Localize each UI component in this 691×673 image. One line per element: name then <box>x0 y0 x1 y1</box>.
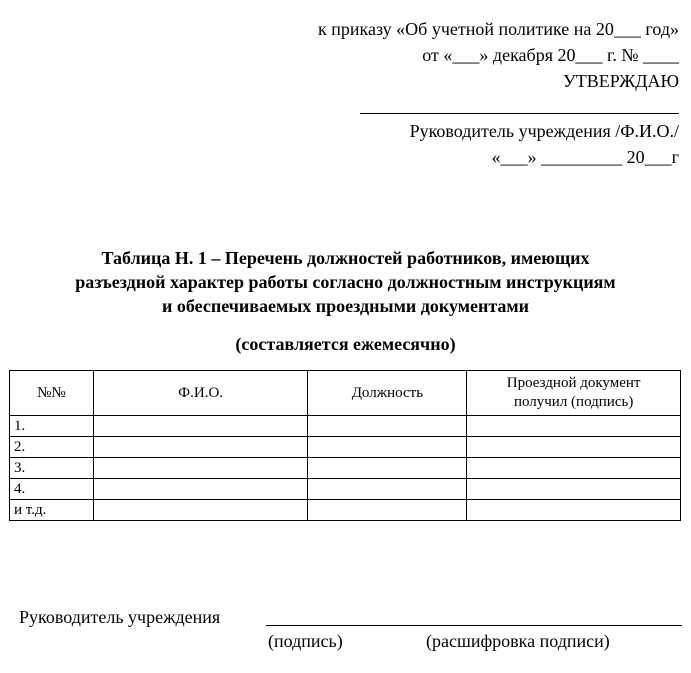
row-ticket-cell <box>467 479 681 500</box>
table-row <box>10 416 681 437</box>
row-position-cell <box>308 437 467 458</box>
header-position: Должность <box>308 371 467 416</box>
table-row <box>10 479 681 500</box>
row-position-cell <box>308 416 467 437</box>
header-number: №№ <box>10 371 94 416</box>
signer-label: Руководитель учреждения <box>19 607 221 627</box>
approve-heading: УТВЕРЖДАЮ <box>562 71 679 91</box>
row-position-cell <box>308 500 467 521</box>
row-fio-cell <box>93 500 308 521</box>
table-title-line-2: разъездной характер работы согласно должностным инструкциям <box>75 272 616 292</box>
table-row <box>10 437 681 458</box>
order-date: от «___» декабря 20___ г. № ____ <box>422 45 679 65</box>
row-number: 3. <box>10 458 94 479</box>
row-fio-cell <box>93 437 308 458</box>
order-reference: к приказу «Об учетной политике на 20___ год» <box>317 19 679 39</box>
row-ticket-cell <box>467 458 681 479</box>
signature-line <box>266 625 682 626</box>
row-position-cell <box>308 479 467 500</box>
approver-position: Руководитель учреждения /Ф.И.О./ <box>409 121 679 141</box>
row-ticket-cell <box>467 500 681 521</box>
row-number: и т.д. <box>10 500 94 521</box>
table-title-line-1: Таблица Н. 1 – Перечень должностей работников, имеющих <box>101 248 590 268</box>
positions-table <box>9 370 681 521</box>
row-ticket-cell <box>467 416 681 437</box>
row-fio-cell <box>93 458 308 479</box>
row-number: 2. <box>10 437 94 458</box>
decoding-caption: (расшифровка подписи) <box>426 631 610 651</box>
approver-signature-line <box>360 113 679 114</box>
row-number: 4. <box>10 479 94 500</box>
header-fio: Ф.И.О. <box>93 371 308 416</box>
table-row <box>10 500 681 521</box>
row-fio-cell <box>93 416 308 437</box>
approval-date: «___» _________ 20___г <box>491 147 679 167</box>
table-title-line-3: и обеспечиваемых проездными документами <box>161 296 530 316</box>
row-fio-cell <box>93 479 308 500</box>
header-ticket-line-1: Проездной документ <box>506 375 641 391</box>
row-ticket-cell <box>467 437 681 458</box>
header-ticket-line-2: получил (подпись) <box>513 394 634 410</box>
header-ticket <box>467 371 681 416</box>
table-header-row <box>10 371 681 416</box>
row-number: 1. <box>10 416 94 437</box>
row-position-cell <box>308 458 467 479</box>
table-subtitle: (составляется ежемесячно) <box>235 334 456 354</box>
table-row <box>10 458 681 479</box>
signature-caption: (подпись) <box>268 631 343 651</box>
